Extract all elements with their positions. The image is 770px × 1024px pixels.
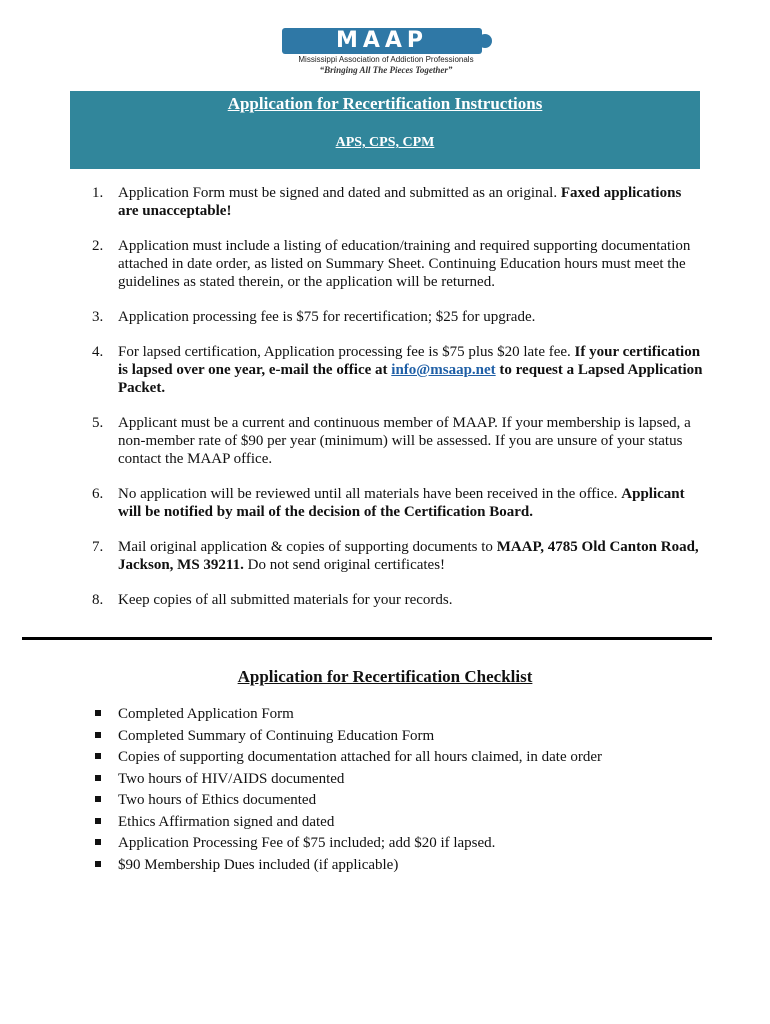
square-bullet-icon: [95, 861, 101, 867]
instructions-banner: [70, 91, 700, 169]
logo-letters: MAAP: [335, 28, 429, 53]
square-bullet-icon: [95, 753, 101, 759]
square-bullet-icon: [95, 775, 101, 781]
checklist-item-text: Two hours of Ethics documented: [118, 792, 317, 808]
square-bullet-icon: [95, 732, 101, 738]
checklist-item: [92, 705, 702, 727]
section-divider: [22, 637, 712, 640]
item-text: Application must include a listing of education/training and required supporting documentation attached in date order, as listed on Summary Sheet. Continuing Education hours must meet the guidelines as stated therein, or the application will be returned.: [118, 238, 691, 290]
item-number: 3.: [92, 309, 104, 325]
checklist-item-text: Completed Summary of Continuing Education Form: [118, 727, 435, 744]
square-bullet-icon: [95, 710, 101, 716]
checklist-item-text: Application Processing Fee of $75 included; add $20 if lapsed.: [118, 835, 496, 851]
item-text: Mail original application & copies of supporting documents to: [118, 539, 497, 555]
checklist-item-text: Ethics Affirmation signed and dated: [118, 813, 335, 830]
instruction-item: [92, 237, 704, 291]
instruction-item: [92, 414, 704, 468]
logo-organization-name: Mississippi Association of Addiction Professionals: [298, 55, 474, 64]
banner-subtitle: APS, CPS, CPM: [335, 135, 435, 150]
item-text: Application Form must be signed and dated and submitted as an original.: [118, 185, 561, 201]
item-text: For lapsed certification, Application processing fee is $75 plus $20 late fee.: [118, 344, 575, 360]
item-number: 8.: [92, 592, 104, 608]
instruction-item: [92, 591, 704, 609]
item-text: Do not send original certificates!: [243, 557, 446, 573]
item-bold-text: Applicant will be notified by mail of the decision of the Certification Board.: [118, 486, 685, 520]
item-text: Applicant must be a current and continuous member of MAAP. If your membership is lapsed, a non-member rate of $90 per year (minimum) will be assessed. If you are unsure of your status contact the MAAP office.: [118, 415, 691, 467]
instruction-item: [92, 308, 704, 326]
instruction-list: [92, 184, 704, 626]
checklist-item-text: Two hours of HIV/AIDS documented: [118, 770, 345, 787]
instruction-item: [92, 485, 704, 521]
item-number: 1.: [92, 185, 104, 201]
checklist-item-text: Copies of supporting documentation attached for all hours claimed, in date order: [118, 749, 603, 765]
banner-title: Application for Recertification Instructions: [227, 94, 543, 113]
item-bold-text: MAAP, 4785 Old Canton Road, Jackson, MS 39211.: [118, 539, 699, 573]
square-bullet-icon: [95, 839, 101, 845]
item-number: 6.: [92, 486, 104, 502]
item-text: Application processing fee is $75 for recertification; $25 for upgrade.: [118, 309, 536, 325]
checklist-item-text: $90 Membership Dues included (if applicable): [118, 856, 399, 873]
checklist-title: Application for Recertification Checklist: [237, 667, 533, 686]
checklist-item: [92, 770, 702, 792]
instruction-item: [92, 538, 704, 574]
item-number: 2.: [92, 238, 104, 254]
checklist-item: [92, 856, 702, 878]
square-bullet-icon: [95, 796, 101, 802]
checklist-item: [92, 813, 702, 835]
maap-logo: [278, 26, 494, 76]
square-bullet-icon: [95, 818, 101, 824]
item-number: 5.: [92, 415, 104, 431]
item-bold-text: to request a Lapsed Application Packet.: [118, 362, 703, 396]
checklist-item: [92, 791, 702, 813]
item-number: 4.: [92, 344, 104, 360]
checklist-item: [92, 748, 702, 770]
item-bold-text: If your certification is lapsed over one year, e-mail the office at: [118, 344, 701, 378]
checklist-item-text: Completed Application Form: [118, 706, 294, 722]
checklist: [92, 705, 702, 877]
checklist-item: [92, 834, 702, 856]
instruction-item: [92, 184, 704, 220]
item-bold-text: Faxed applications are unacceptable!: [118, 185, 682, 219]
checklist-item: [92, 727, 702, 749]
email-link[interactable]: info@msaap.net: [391, 362, 496, 378]
instruction-item: [92, 343, 704, 397]
item-number: 7.: [92, 539, 104, 555]
logo-tagline: “Bringing All The Pieces Together”: [319, 65, 453, 75]
item-text: No application will be reviewed until all materials have been received in the office.: [118, 486, 622, 502]
item-text: Keep copies of all submitted materials for your records.: [118, 592, 453, 608]
